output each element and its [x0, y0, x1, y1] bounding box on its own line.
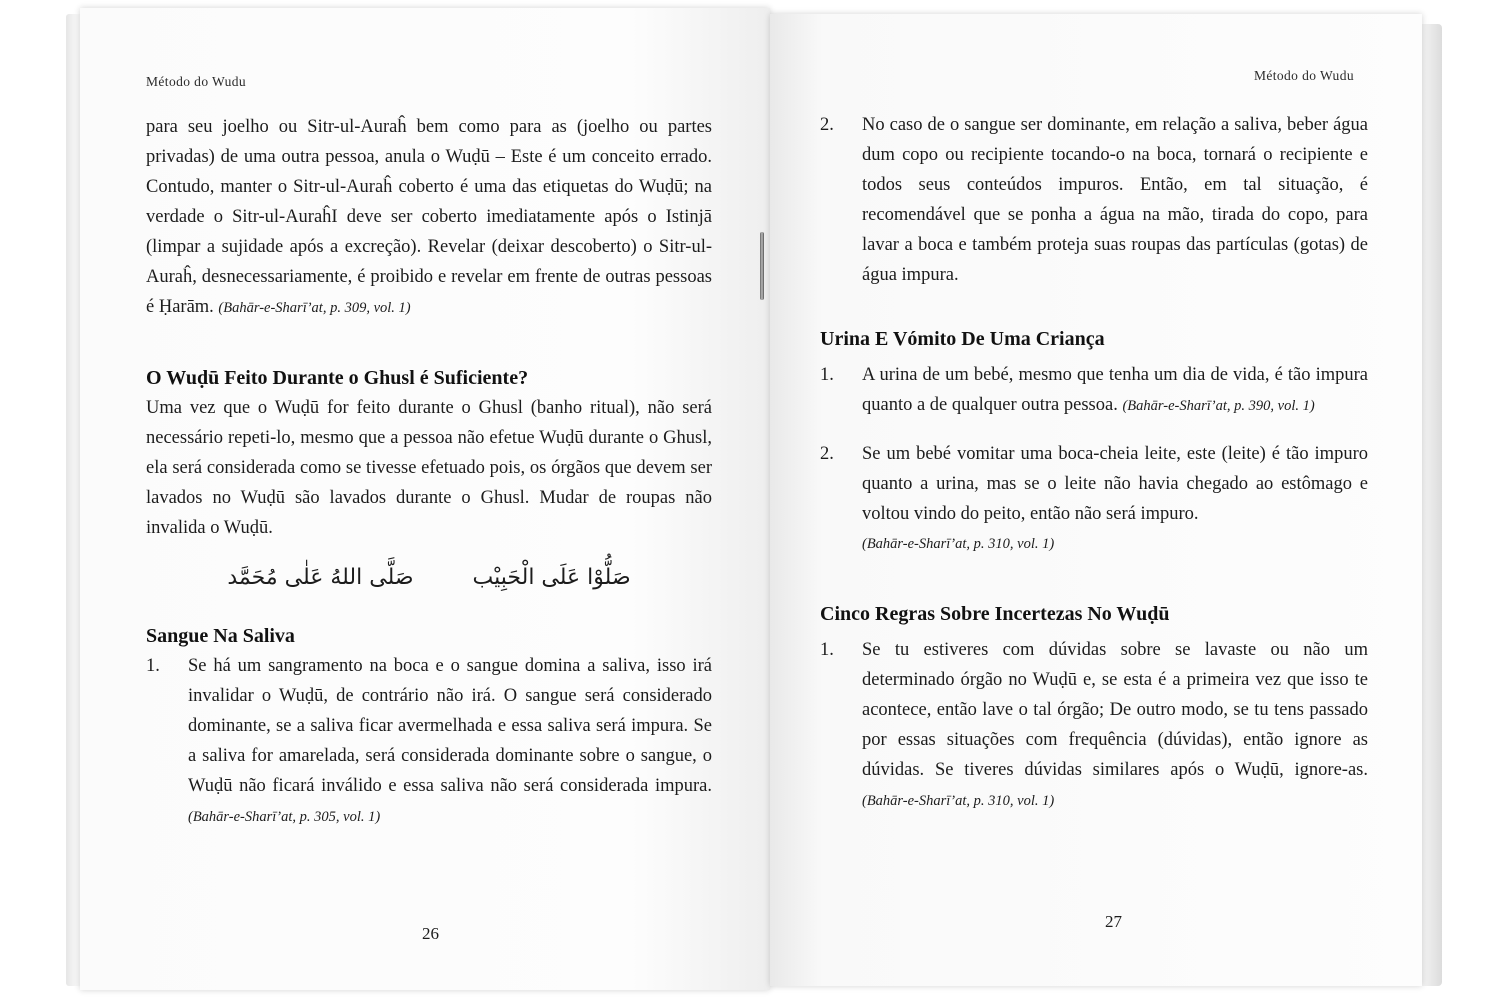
list-number: 1. [146, 656, 160, 676]
page-stack-right [1420, 24, 1442, 986]
list-body: Se há um sangramento na boca e o sangue domina a saliva, isso irá invalidar o Wuḍū, de contrário não irá. O sangue será considerado dominante, se a saliva ficar avermelhada e essa saliva será impura. Se a saliva for amarelada, será considerada dominante sobre o sangue, o Wuḍū não ficará inválido e essa saliva não será considerada impura. [188, 656, 712, 796]
arabic-phrase-muhammad: صَلَّى اللهُ عَلٰى مُحَمَّد [227, 565, 414, 590]
arabic-phrase-habib: صَلُّوْا عَلَى الْحَبِيْب [472, 565, 631, 590]
running-header: Método do Wudu [1253, 68, 1354, 83]
list-text [862, 439, 1368, 559]
list-body: Se tu estiveres com dúvidas sobre se lavaste ou não um determinado órgão no Wuḍū e, se esta é a primeira vez que isso te acontece, então lave o tal órgão; De outro modo, se tu tens passado por essas situações com frequência (dúvidas), então ignore as dúvidas. Se tiveres dúvidas similares após o Wuḍū, ignore-as. [862, 640, 1368, 780]
list-item [820, 360, 1368, 421]
list-number: 2. [820, 444, 834, 464]
section-title-child: Urina E Vómito De Uma Criança [820, 328, 1105, 350]
list-body: Se um bebé vomitar uma boca-cheia leite, este (leite) é tão impuro quanto a urina, mas se o leite não havia chegado ao estômago e voltou vindo do peito, então não será impuro. [862, 444, 1368, 524]
list-item [146, 651, 712, 832]
list-body: No caso de o sangue ser dominante, em relação a saliva, beber água dum copo ou recipiente tocando-o na boca, tornará o recipiente e todos seus conteúdos impuros. Então, em tal situação, é recomendável que se ponha a água na mão, tirada do copo, para lavar a boca e também proteja suas roupas das partículas (gotas) de água impura. [862, 115, 1368, 285]
list-item [820, 439, 1368, 559]
staple-top [760, 232, 764, 300]
list-text [188, 651, 712, 832]
list-citation: (Bahār-e-Sharī’at, p. 390, vol. 1) [1122, 398, 1315, 414]
list-number: 2. [820, 115, 834, 135]
running-header: Método do Wudu [146, 74, 247, 89]
list-number: 1. [820, 365, 834, 385]
page-number: 26 [422, 924, 439, 943]
left-page-content [146, 112, 712, 832]
right-page-content [820, 110, 1368, 816]
list-text [862, 360, 1368, 421]
list-item [820, 110, 1368, 290]
left-page [80, 8, 770, 990]
list-body: A urina de um bebé, mesmo que tenha um dia de vida, é tão impura quanto a de qualquer outra pessoa. [862, 365, 1368, 415]
ghusl-paragraph: Uma vez que o Wuḍū for feito durante o Ghusl (banho ritual), não será necessário repeti-lo, mesmo que a pessoa não efetue Wuḍū durante o Ghusl, ela será considerada como se tivesse efetuado pois, os órgãos que devem ser lavados no Wuḍū são lavados durante o Ghusl. Mudar de roupas não invalida o Wuḍū. [146, 398, 712, 538]
section-title-saliva: Sangue Na Saliva [146, 625, 295, 647]
page-stack-left [66, 14, 80, 986]
list-citation: (Bahār-e-Sharī’at, p. 305, vol. 1) [188, 809, 381, 825]
list-item [820, 635, 1368, 816]
right-page [770, 14, 1422, 986]
intro-citation: (Bahār-e-Sharī’at, p. 309, vol. 1) [218, 300, 411, 316]
section-title-ghusl: O Wuḍū Feito Durante o Ghusl é Suficiente? [146, 367, 529, 389]
page-number: 27 [1105, 912, 1122, 931]
list-citation: (Bahār-e-Sharī’at, p. 310, vol. 1) [862, 793, 1055, 809]
section-title-doubts: Cinco Regras Sobre Incertezas No Wuḍū [820, 603, 1170, 625]
list-citation: (Bahār-e-Sharī’at, p. 310, vol. 1) [862, 536, 1055, 552]
list-number: 1. [820, 640, 834, 660]
list-text [862, 635, 1368, 816]
salawat-line [146, 563, 712, 593]
intro-text: para seu joelho ou Sitr-ul-Auraĥ bem como para as (joelho ou partes privadas) de uma outra pessoa, anula o Wuḍū – Este é um conceito errado. Contudo, manter o Sitr-ul-Auraĥ coberto é uma das etiquetas do Wuḍū; na verdade o Sitr-ul-AuraĥI deve ser coberto imediatamente após o Istinjā (limpar a sujidade após a excreção). Revelar (deixar descoberto) o Sitr-ul-Auraĥ, desnecessariamente, é proibido e revelar em frente de outras pessoas é Ḥarām. [146, 117, 712, 317]
intro-paragraph [146, 112, 712, 323]
